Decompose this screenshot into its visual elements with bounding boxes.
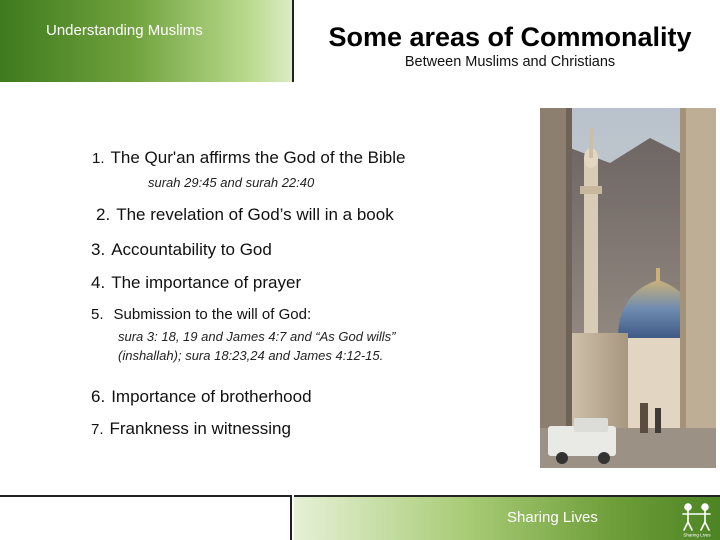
item-number: 5. bbox=[91, 306, 104, 323]
item-number: 2. bbox=[96, 205, 111, 224]
footer-left-bar bbox=[0, 495, 292, 540]
item-text: Submission to the will of God: bbox=[113, 306, 312, 323]
item-number: 4. bbox=[91, 273, 106, 292]
item-number: 7. bbox=[91, 421, 104, 438]
item-text: The importance of prayer bbox=[111, 273, 302, 292]
item-number: 3. bbox=[91, 240, 106, 259]
scripture-reference: sura 3: 18, 19 and James 4:7 and “As God wills” bbox=[118, 329, 396, 344]
item-text: Accountability to God bbox=[111, 240, 272, 259]
photo-illustration bbox=[540, 108, 716, 468]
list-item-6 bbox=[91, 387, 312, 407]
list-item-4 bbox=[91, 273, 301, 293]
list-item-1 bbox=[92, 148, 405, 168]
item-number: 6. bbox=[91, 387, 106, 406]
brand-label: Understanding Muslims bbox=[46, 22, 203, 39]
footer-bar bbox=[294, 495, 720, 540]
slide-subtitle: Between Muslims and Christians bbox=[404, 54, 616, 70]
scripture-reference: surah 29:45 and surah 22:40 bbox=[148, 175, 315, 190]
scripture-reference: (inshallah); sura 18:23,24 and James 4:12-15. bbox=[118, 348, 384, 363]
sharing-lives-logo-icon bbox=[680, 502, 714, 538]
header-brand-bar bbox=[0, 0, 294, 82]
logo-text: Sharing Lives bbox=[683, 532, 711, 538]
item-text: The Qur'an affirms the God of the Bible bbox=[110, 148, 406, 167]
item-text: The revelation of God’s will in a book bbox=[116, 205, 394, 224]
item-number: 1. bbox=[92, 150, 105, 167]
item-text: Importance of brotherhood bbox=[111, 387, 312, 406]
list-item-3 bbox=[91, 240, 272, 260]
footer-label: Sharing Lives bbox=[507, 509, 598, 526]
list-item-5 bbox=[91, 306, 311, 323]
list-item-2 bbox=[96, 205, 394, 225]
item-text: Frankness in witnessing bbox=[109, 419, 291, 438]
mosque-street-photo bbox=[540, 108, 716, 468]
slide-title: Some areas of Commonality bbox=[328, 22, 692, 52]
list-item-7 bbox=[91, 419, 291, 439]
